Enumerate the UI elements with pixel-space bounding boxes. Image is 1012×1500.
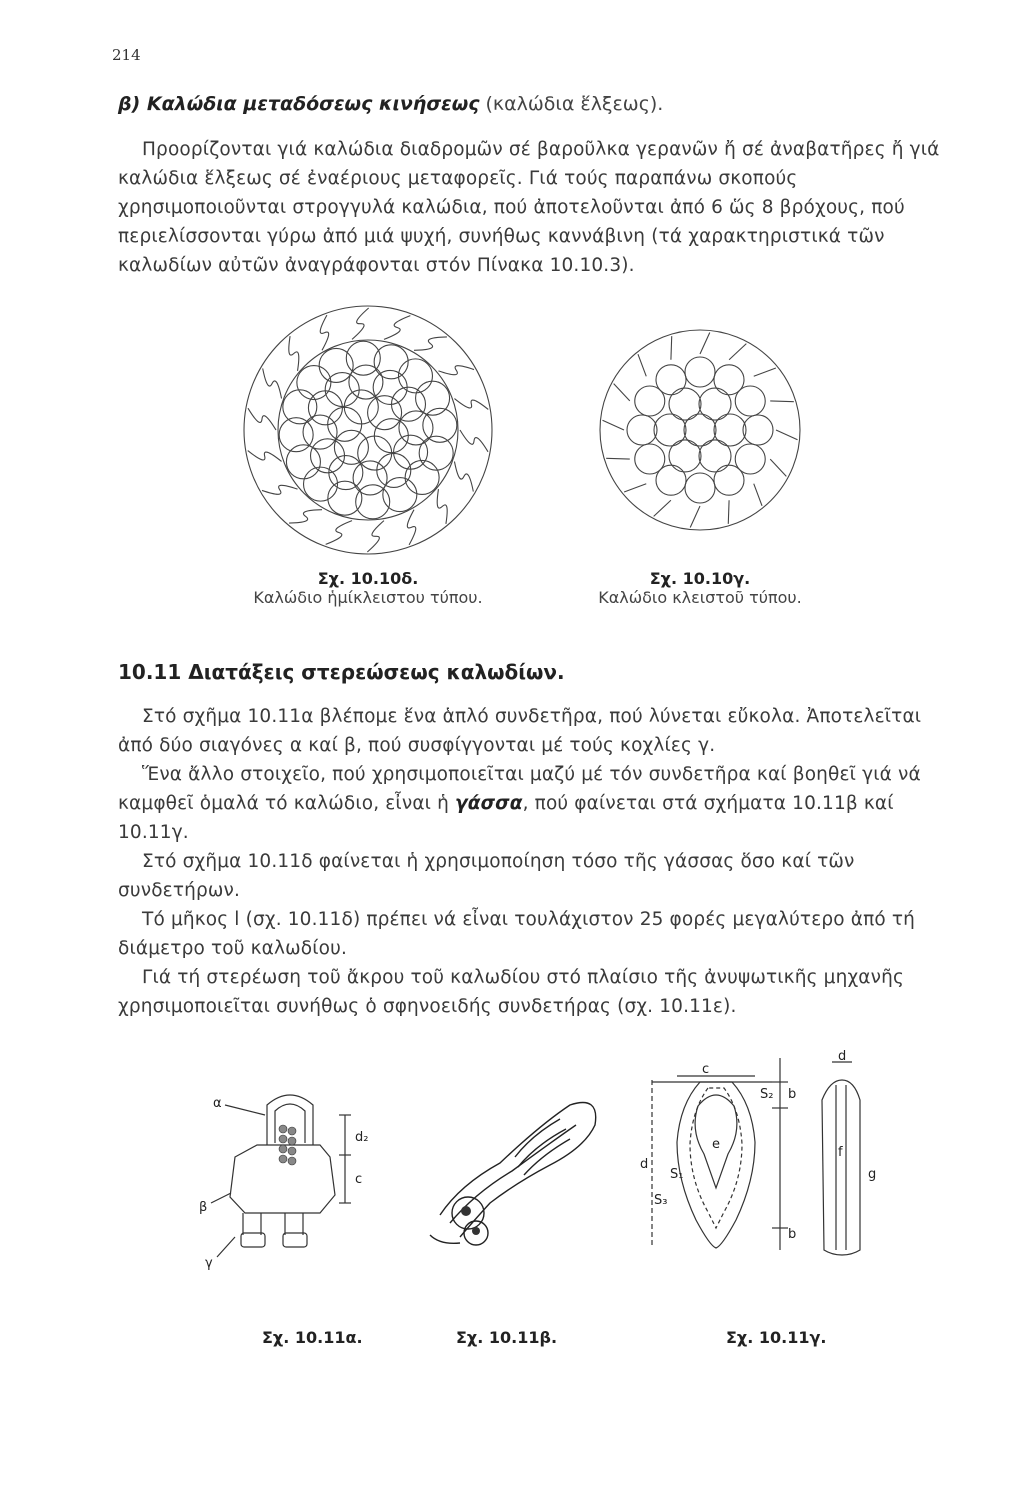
dim-s2: S₂ [760, 1087, 774, 1102]
page-number: 214 [112, 46, 141, 64]
round-wire [334, 430, 368, 464]
intro-paragraph: Προορίζονται γιά καλώδια διαδρομῶν σέ βαροῦλκα γερανῶν ἤ σέ ἀναβατῆρες ἤ γιά καλώδια ἕλξεως σέ ἐναέριους μεταφορεῖς. Γιά τούς παραπάνω σκοπούς χρησιμοποιοῦνται στρογγυλά καλώδια, πού ἀποτελοῦνται ἀπό 6 ὥς 8 βρόχους, πού περιελίσσονται γύρω ἀπό μιά ψυχή, συνήθως καννάβινη (τά χαρακτηριστικά τῶν καλωδίων αὐτῶν ἀναγράφονται στόν Πίνακα 10.10.3). [118, 139, 940, 276]
profile-wire [624, 484, 646, 492]
label-d2: d₂ [355, 1130, 369, 1145]
profile-wire [700, 332, 710, 354]
round-wire [303, 415, 337, 449]
dim-s3: S₃ [654, 1193, 668, 1208]
subheading-paren: (καλώδια ἕλξεως). [485, 93, 664, 115]
caption-fig-10-10d-number: Σχ. 10.10δ. [317, 569, 419, 588]
paragraph-1: Στό σχῆμα 10.11α βλέπομε ἕνα ἁπλό συνδετῆρα, πού λύνεται εὔκολα. Ἀποτελεῖται ἀπό δύο σιαγόνες α καί β, πού συσφίγγονται μέ τούς κοχλίες γ. [118, 706, 922, 756]
round-wire [374, 345, 408, 379]
caption-fig-10-10d-text: Καλώδιο ἡμίκλειστου τύπου. [253, 588, 483, 607]
z-wire [407, 510, 415, 545]
paragraph-2-text-b: , πού φαίνεται στά σχήματα 10.11β καί 10.11γ. [118, 793, 894, 843]
figure-half-locked-rope [238, 300, 498, 560]
profile-wire [606, 458, 630, 459]
caption-fig-10-10d [228, 569, 508, 607]
dim-c: c [702, 1062, 710, 1077]
z-wire [454, 461, 473, 491]
z-wire [263, 368, 282, 398]
round-wire [328, 481, 362, 515]
round-wire [405, 460, 439, 494]
z-wire [289, 336, 299, 371]
caption-fig-10-11g: Σχ. 10.11γ. [726, 1328, 827, 1347]
round-wire [699, 440, 731, 472]
dim-b-bottom: b [788, 1227, 797, 1242]
round-wire [304, 467, 338, 501]
dim-g: g [868, 1167, 877, 1182]
profile-wire [770, 459, 786, 476]
z-wire [437, 489, 447, 524]
round-wire [654, 414, 686, 446]
profile-wire [654, 500, 671, 516]
round-wire [283, 390, 317, 424]
profile-wire [728, 500, 729, 524]
profile-wire [690, 506, 700, 528]
figure-rope-clip [195, 1085, 370, 1275]
figure-locked-rope [595, 320, 805, 545]
round-wire [419, 436, 453, 470]
round-wire [685, 473, 715, 503]
dim-s1: S₁ [670, 1167, 684, 1182]
z-wire [414, 337, 447, 350]
profile-wire [770, 401, 794, 402]
caption-fig-10-10g-number: Σχ. 10.10γ. [649, 569, 751, 588]
profile-wire [776, 430, 798, 440]
profile-wire [729, 344, 746, 360]
z-wire [326, 521, 352, 545]
round-wire [669, 388, 701, 420]
z-wire [248, 451, 282, 462]
z-wire [289, 510, 322, 523]
profile-wire [754, 368, 776, 376]
profile-wire [638, 354, 646, 376]
round-wire [656, 365, 686, 395]
section-title: 10.11 Διατάξεις στερεώσεως καλωδίων. [118, 660, 565, 684]
round-wire [714, 465, 744, 495]
round-wire [684, 414, 716, 446]
round-wire [368, 396, 402, 430]
round-wire [699, 388, 731, 420]
z-wire [248, 408, 276, 430]
round-wire [685, 357, 715, 387]
caption-fig-10-11a: Σχ. 10.11α. [262, 1328, 363, 1347]
round-wire [297, 366, 331, 400]
term-gassa: γάσσα [455, 793, 523, 814]
paragraph-2 [118, 760, 944, 847]
paragraph-5: Γιά τή στερέωση τοῦ ἄκρου τοῦ καλωδίου στό πλαίσιο τῆς ἀνυψωτικῆς μηχανῆς χρησιμοποιεῖται συνήθως ὁ σφηνοειδής συνδετήρας (σχ. 10.11ε). [118, 967, 904, 1017]
label-beta: β [199, 1200, 208, 1215]
round-wire [627, 415, 657, 445]
round-wire [399, 411, 433, 445]
figure-thimble-drawing [632, 1050, 892, 1280]
round-wire [735, 386, 765, 416]
paragraph-3: Στό σχῆμα 10.11δ φαίνεται ἡ χρησιμοποίηση τόσο τῆς γάσσας ὅσο καί τῶν συνδετήρων. [118, 851, 855, 901]
dim-d-side: d [838, 1050, 847, 1064]
paragraph-2-text-a: Ἕνα ἄλλο στοιχεῖο, πού χρησιμοποιεῖται μαζύ μέ τόν συνδετῆρα καί βοηθεῖ γιά νά καμφθεῖ ὁμαλά τό καλώδιο, εἶναι ἡ [118, 764, 921, 814]
z-wire [438, 366, 474, 375]
z-wire [262, 485, 298, 494]
z-wire [384, 316, 410, 340]
profile-wire [602, 420, 624, 430]
dim-e: e [712, 1137, 720, 1152]
subheading-label: β) Καλώδια μεταδόσεως κινήσεως [118, 93, 480, 115]
profile-wire [671, 336, 672, 360]
dim-f: f [838, 1145, 843, 1160]
round-wire [635, 444, 665, 474]
dim-b-top: b [788, 1087, 797, 1102]
z-wire [352, 308, 369, 339]
label-alpha: α [213, 1096, 222, 1111]
round-wire [353, 461, 387, 495]
z-wire [320, 315, 328, 350]
caption-fig-10-10g-text: Καλώδιο κλειστοῦ τύπου. [598, 588, 802, 607]
round-wire [743, 415, 773, 445]
subheading [118, 93, 663, 115]
profile-wire [754, 484, 762, 506]
z-wire [367, 521, 384, 552]
z-wire [460, 430, 488, 452]
round-wire [349, 365, 383, 399]
label-gamma: γ [205, 1256, 213, 1271]
round-wire [398, 359, 432, 393]
z-wire [454, 399, 488, 410]
profile-wire [614, 384, 630, 401]
caption-fig-10-11b: Σχ. 10.11β. [456, 1328, 558, 1347]
round-wire [669, 440, 701, 472]
paragraph-4: Τό μῆκος l (σχ. 10.11δ) πρέπει νά εἶναι τουλάχιστον 25 φορές μεγαλύτερο ἀπό τή διάμετρο τοῦ καλωδίου. [118, 909, 916, 959]
round-wire [714, 414, 746, 446]
label-c: c [355, 1172, 363, 1187]
dim-d: d [640, 1157, 649, 1172]
caption-fig-10-10g [562, 569, 838, 607]
figure-thimble-rope [420, 1085, 610, 1265]
